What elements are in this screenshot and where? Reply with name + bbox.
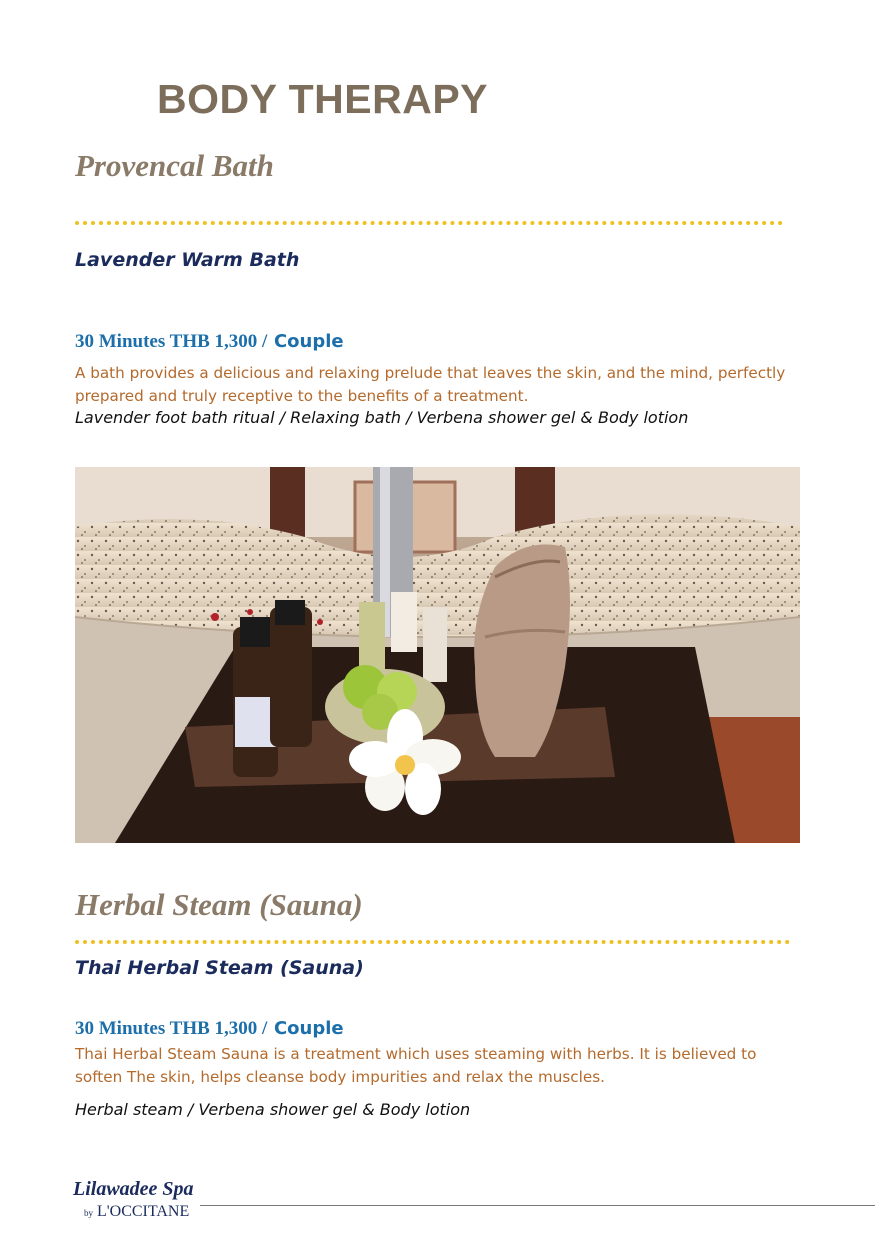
section-title-provencal-bath: Provencal Bath (75, 148, 274, 183)
treatment-description: A bath provides a delicious and relaxing prelude that leaves the skin, and the mind, perfectly prepared and truly receptive to the benefits of a treatment. (75, 364, 786, 405)
treatment-name: Thai Herbal Steam (Sauna) (75, 957, 364, 979)
spa-bath-photo (75, 467, 800, 843)
page-title: BODY THERAPY (157, 76, 489, 122)
treatment-description: Thai Herbal Steam Sauna is a treatment which uses steaming with herbs. It is believed to soften The skin, helps cleanse body impurities and relax the muscles. (75, 1045, 757, 1086)
treatment-name: Lavender Warm Bath (75, 249, 300, 271)
treatment-price (75, 330, 344, 353)
price-unit: Couple (273, 331, 344, 352)
logo-brand: L'OCCITANE (97, 1203, 190, 1220)
footer-rule (200, 1205, 875, 1206)
treatment-items: Lavender foot bath ritual / Relaxing bath / Verbena shower gel & Body lotion (75, 408, 689, 427)
logo-by: by (84, 1208, 93, 1218)
dotted-divider (75, 940, 790, 944)
section-title-herbal-steam: Herbal Steam (Sauna) (75, 887, 363, 922)
treatment-price (75, 1017, 344, 1040)
dotted-divider (75, 221, 783, 225)
logo-lilawadee-spa: Lilawadee Spa (73, 1178, 194, 1200)
price-text: 30 Minutes THB 1,300 / (75, 1018, 268, 1039)
price-unit: Couple (273, 1018, 344, 1039)
logo-loccitane (84, 1203, 189, 1221)
price-text: 30 Minutes THB 1,300 / (75, 331, 268, 352)
treatment-items: Herbal steam / Verbena shower gel & Body lotion (75, 1100, 471, 1119)
